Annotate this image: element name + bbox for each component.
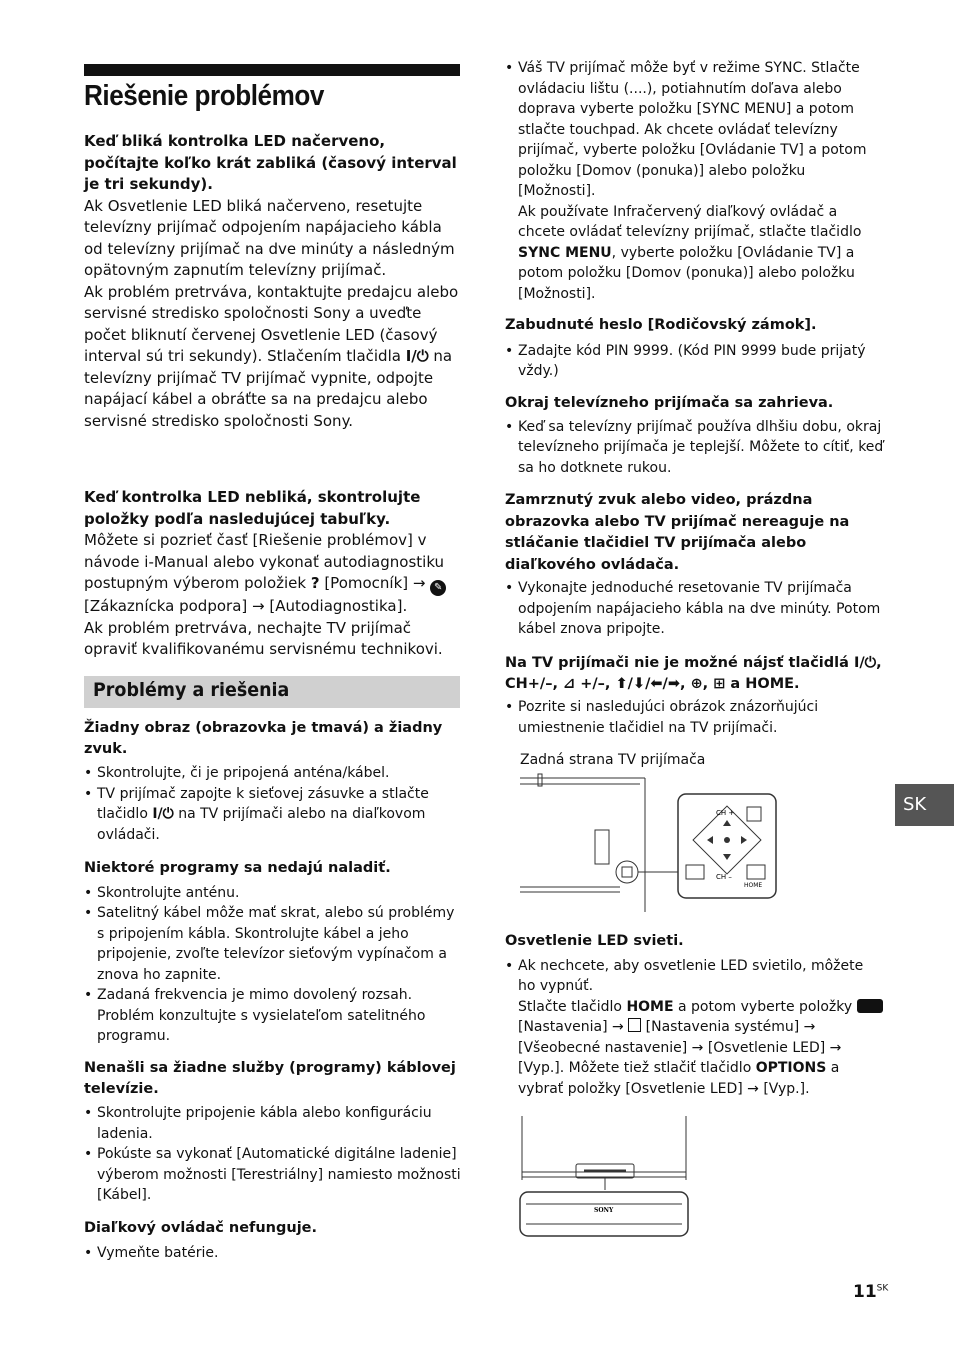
problem-heading: Zamrznutý zvuk alebo video, prázdna obrazovka alebo TV prijímač nereaguje na stláčanie tlačidiel TV prijímača alebo diaľkového ovládača. (505, 492, 850, 573)
sony-logo: SONY (594, 1207, 614, 1214)
list-item: • Zadajte kód PIN 9999. (Kód PIN 9999 bude prijatý vždy.) (505, 341, 885, 382)
list-item: • Pozrite si nasledujúci obrázok znázorňujúci umiestnenie tlačidiel na TV prijímači. (505, 697, 890, 738)
problem-heading: Zabudnuté heslo [Rodičovský zámok]. (505, 317, 817, 333)
problem-heading: Okraj televízneho prijímača sa zahrieva. (505, 395, 834, 411)
help-icon: ? (310, 574, 320, 592)
list-item: • TV prijímač zapojte k sieťovej zásuvke a stlačte tlačidlo I/⏻ na TV prijímači alebo na diaľkovom ovládači. (84, 784, 462, 846)
list-item: • Keď sa televízny prijímač používa dlhšiu dobu, okraj televízneho prijímača je teplejší. Môžete to cítiť, keď sa ho dotknete rukou. (505, 417, 885, 479)
problem-heading: Diaľkový ovládač nefunguje. (84, 1220, 318, 1236)
tv-front-led-figure (518, 1114, 694, 1240)
list-item: • Vykonajte jednoduché resetovanie TV prijímača odpojením napájacieho kábla na dve minúty. Potom kábel znova pripojte. (505, 578, 885, 640)
led-no-blink-p1: Môžete si pozrieť časť [Riešenie problémov] v návode i-Manual alebo vykonať autodiagnostiku postupným výberom položiek ? [Pomocník] → ✎ [Zákaznícka podpora] → [Autodiagnostika]. (84, 530, 462, 618)
list-item: • Skontrolujte pripojenie kábla alebo konfiguráciu ladenia. (84, 1103, 462, 1144)
problem-no-picture (84, 718, 462, 845)
list-item: • Zadaná frekvencia je mimo dovolený rozsah. Problém konzultujte s vysielateľom satelitného programu. (84, 985, 462, 1047)
sync-block (505, 58, 885, 304)
problem-heading: Žiadny obraz (obrazovka je tmavá) a žiadny zvuk. (84, 720, 443, 757)
led-blink-p2: Ak problém pretrváva, kontaktujte predajcu alebo servisné stredisko spoločnosti Sony a uveďte počet bliknutí červenej Osvetlenie LED (časový interval sú tri sekundy). Stlačením tlačidla I/⏻ na televízny prijímač TV prijímač vypnite, odpojte napájací kábel a obráťte sa na predajcu alebo servisné stredisko spoločnosti Sony. (84, 282, 459, 430)
list-item: • Satelitný kábel môže mať skrat, alebo sú problémy s pripojením kábla. Skontrolujte kábel a jeho pripojenie, zvoľte televízor sieťovým vypínačom a znova ho zapnite. (84, 903, 462, 985)
list-item: • Váš TV prijímač môže byť v režime SYNC. Stlačte ovládaciu lištu (....), potiahnutím doľava alebo doprava vyberte položku [SYNC MENU] a potom stlačte touchpad. Ak chcete ovládať televízny prijímač, vyberte položku [Ovládanie TV] a potom položku [Domov (ponuka)] alebo položku [Možnosti]. Ak používate Infračervený diaľkový ovládač a chcete ovládať televízny prijímač, stlačte tlačidlo SYNC MENU, vyberte položku [Ovládanie TV] a potom položku [Domov (ponuka)] alebo položku [Možnosti]. (505, 58, 885, 304)
led-no-blink-block (84, 487, 462, 661)
led-blink-heading: Keď bliká kontrolka LED načerveno, počítajte koľko krát zabliká (časový interval je tri sekundy). (84, 132, 457, 193)
led-blink-block (84, 131, 462, 432)
list-item: • Pokúste sa vykonať [Automatické digitálne ladenie] výberom možnosti [Terestriálny] namiesto možnosti [Kábel]. (84, 1144, 462, 1206)
problem-heading: Na TV prijímači nie je možné nájsť tlačidlá I/⏻, CH+/–, ⊿ +/–, ⬆/⬇/⬅/➡, ⊕, ⊞ a HOME. (505, 655, 882, 692)
problem-heat (505, 393, 885, 478)
ch-plus-label: CH + (716, 809, 735, 817)
problem-heading: Nenašli sa žiadne služby (programy) káblovej televízie. (84, 1060, 456, 1097)
tv-back-figure (520, 772, 780, 916)
problem-tuning (84, 858, 462, 1047)
ch-minus-label: CH – (716, 873, 732, 881)
power-icon: I/⏻ (853, 655, 877, 671)
language-tab: SK (895, 784, 954, 826)
problem-remote (84, 1218, 462, 1263)
problem-led (505, 931, 885, 1099)
wrench-icon: ✎ (430, 580, 446, 596)
problem-buttons (505, 653, 890, 738)
power-icon: I/⏻ (152, 806, 174, 822)
problem-pin (505, 315, 885, 382)
led-no-blink-heading: Keď kontrolka LED nebliká, skontrolujte položky podľa nasledujúcej tabuľky. (84, 488, 421, 528)
settings-briefcase-icon (857, 999, 883, 1013)
list-item: • Skontrolujte, či je pripojená anténa/kábel. (84, 763, 462, 784)
led-no-blink-p2: Ak problém pretrváva, nechajte TV prijímač opraviť kvalifikovanému servisnému technikovi. (84, 618, 443, 658)
title-rule (84, 64, 460, 76)
figure-caption: Zadná strana TV prijímača (520, 752, 706, 768)
problem-heading: Niektoré programy sa nedajú naladiť. (84, 860, 391, 876)
section-header: Problémy a riešenia (84, 676, 460, 708)
led-blink-p1: Ak Osvetlenie LED bliká načerveno, resetujte televízny prijímač odpojením napájacieho kábla od televízny prijímač na dve minúty a následným opätovným zapnutím televízny prijímač. (84, 196, 455, 279)
home-label: HOME (744, 882, 763, 889)
power-icon: I/⏻ (405, 347, 429, 365)
page-number: $11^{SK}$ (853, 1282, 889, 1302)
list-item: • Ak nechcete, aby osvetlenie LED svietilo, môžete ho vypnúť. Stlačte tlačidlo HOME a potom vyberte položky [Nastavenia] → [Nastavenia systému] → [Všeobecné nastavenie] → [Osvetlenie LED] → [Vyp.]. Môžete tiež stlačiť tlačidlo OPTIONS a vybrať položky [Osvetlenie LED] → [Vyp.]. (505, 956, 885, 1100)
problem-cable (84, 1058, 462, 1206)
system-settings-icon (628, 1018, 641, 1032)
problem-freeze (505, 490, 885, 640)
problem-heading: Osvetlenie LED svieti. (505, 933, 684, 949)
list-item: • Skontrolujte anténu. (84, 883, 462, 904)
list-item: • Vymeňte batérie. (84, 1243, 462, 1264)
page-title: Riešenie problémov (84, 80, 324, 112)
